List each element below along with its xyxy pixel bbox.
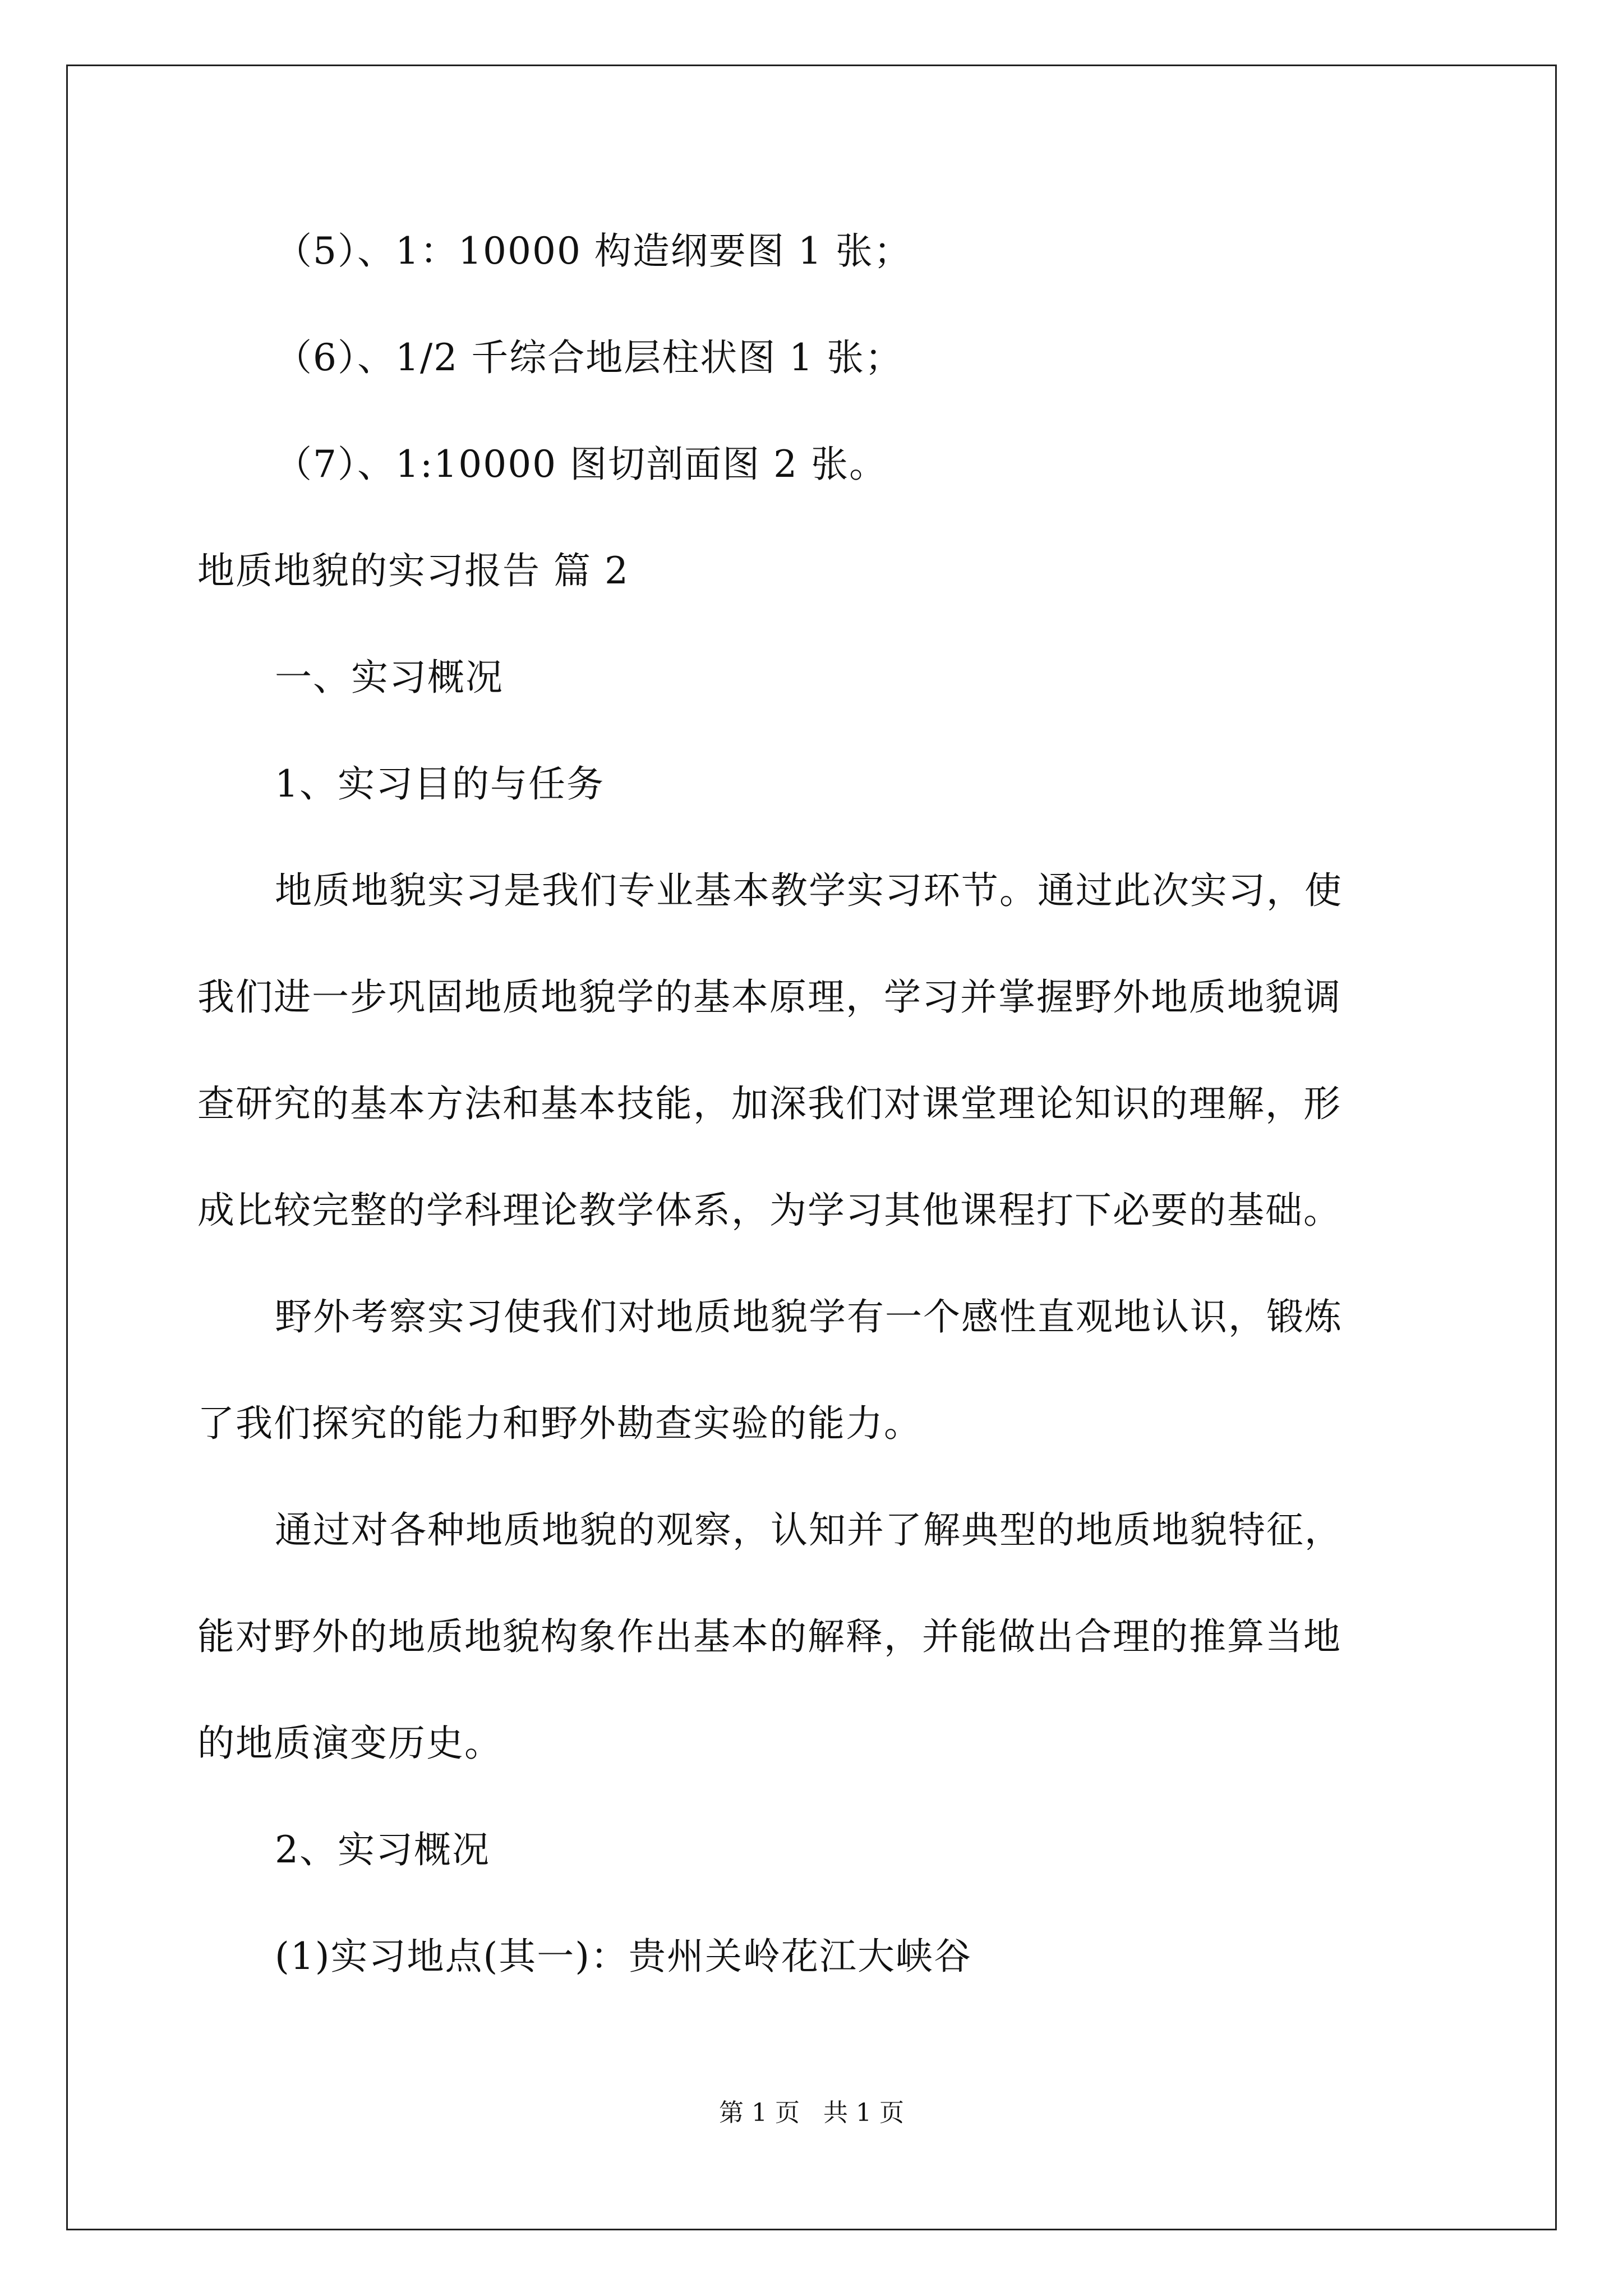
list-item-7: （7）、1:10000 图切剖面图 2 张。 bbox=[275, 443, 888, 486]
paragraph-line: 能对野外的地质地貌构象作出基本的解释，并能做出合理的推算当地 bbox=[197, 1615, 1341, 1658]
paragraph-line: 通过对各种地质地貌的观察，认知并了解典型的地质地貌特征， bbox=[275, 1508, 1343, 1552]
location-item: (1)实习地点(其一)：贵州关岭花江大峡谷 bbox=[275, 1935, 972, 1978]
paragraph-line: 查研究的基本方法和基本技能，加深我们对课堂理论知识的理解，形 bbox=[197, 1082, 1341, 1125]
heading-summary: 2、实习概况 bbox=[275, 1828, 490, 1871]
paragraph-line: 我们进一步巩固地质地貌学的基本原理，学习并掌握野外地质地貌调 bbox=[197, 976, 1341, 1019]
page-border bbox=[66, 65, 1557, 2230]
paragraph-line: 成比较完整的学科理论教学体系，为学习其他课程打下必要的基础。 bbox=[197, 1189, 1341, 1232]
heading-purpose: 1、实习目的与任务 bbox=[275, 762, 605, 806]
paragraph-line: 的地质演变历史。 bbox=[197, 1722, 502, 1765]
list-item-5: （5）、1：10000 构造纲要图 1 张； bbox=[275, 229, 912, 273]
paragraph-line: 了我们探究的能力和野外勘查实验的能力。 bbox=[197, 1402, 922, 1445]
section-title: 地质地貌的实习报告 篇 2 bbox=[197, 549, 629, 592]
page-footer: 第 1 页 共 1 页 bbox=[719, 2099, 904, 2127]
paragraph-line: 地质地貌实习是我们专业基本教学实习环节。通过此次实习，使 bbox=[275, 869, 1343, 912]
list-item-6: （6）、1/2 千综合地层柱状图 1 张； bbox=[275, 336, 903, 379]
heading-overview: 一、实习概况 bbox=[275, 656, 504, 699]
paragraph-line: 野外考察实习使我们对地质地貌学有一个感性直观地认识，锻炼 bbox=[275, 1295, 1343, 1338]
